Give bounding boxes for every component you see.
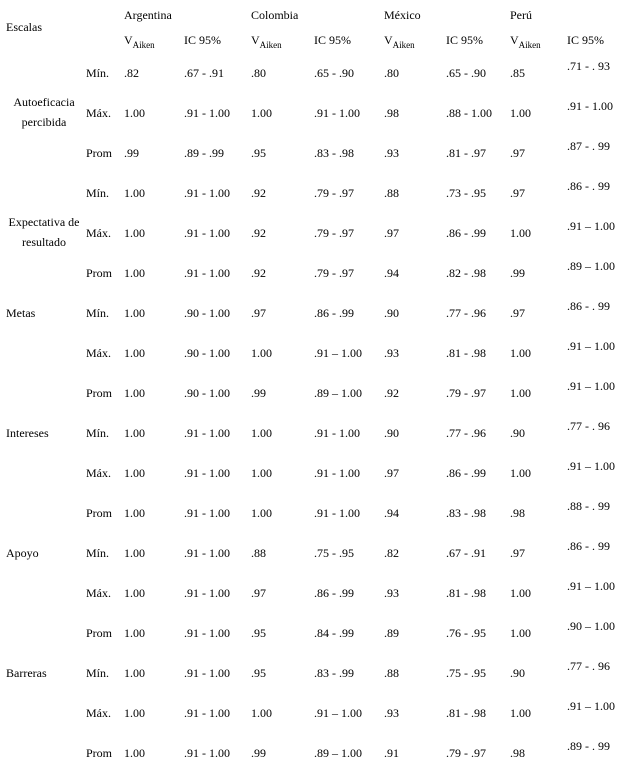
- v-aiken-value: 1.00: [124, 626, 145, 640]
- stat-label: Prom: [86, 386, 113, 400]
- v-aiken-value: .92: [251, 186, 266, 200]
- scale-label: Autoeficacia percibida: [13, 95, 75, 129]
- v-aiken-value: 1.00: [124, 746, 145, 760]
- v-aiken-value: .90: [510, 426, 525, 440]
- ci-value: .91 - 1.00: [567, 99, 613, 113]
- ci-value: .79 - .97: [446, 386, 486, 400]
- ci-value: .91 - 1.00: [184, 466, 230, 480]
- v-aiken-value: 1.00: [510, 586, 531, 600]
- country-header-mexico: México: [384, 8, 421, 22]
- v-aiken-value: .97: [251, 306, 266, 320]
- v-aiken-value: .89: [384, 626, 399, 640]
- ci-value: .82 - .98: [446, 266, 486, 280]
- ci-value: .90 – 1.00: [567, 619, 615, 633]
- v-aiken-value: 1.00: [251, 426, 272, 440]
- v-aiken-value: 1.00: [251, 466, 272, 480]
- v-aiken-value: 1.00: [124, 506, 145, 520]
- v-aiken-value: .93: [384, 586, 399, 600]
- v-aiken-value: 1.00: [510, 226, 531, 240]
- v-aiken-value: .94: [384, 266, 399, 280]
- ci-value: .90 - 1.00: [184, 386, 230, 400]
- ci-value: .77 - . 96: [567, 659, 610, 673]
- v-aiken-value: 1.00: [251, 106, 272, 120]
- country-header-colombia: Colombia: [251, 8, 299, 22]
- ci-value: .91 - 1.00: [184, 266, 230, 280]
- ci-value: .81 - .97: [446, 146, 486, 160]
- ci-value: .77 - . 96: [567, 419, 610, 433]
- stat-label: Prom: [86, 506, 113, 520]
- ci-value: .65 - .90: [446, 66, 486, 80]
- v-aiken-value: .97: [510, 186, 525, 200]
- v-aiken-value: 1.00: [510, 706, 531, 720]
- v-aiken-value: 1.00: [510, 626, 531, 640]
- ci-value: .91 – 1.00: [567, 699, 615, 713]
- ci-value: .86 - . 99: [567, 299, 610, 313]
- v-aiken-value: .88: [384, 186, 399, 200]
- v-aiken-header: $V_{Aiken}$: [510, 33, 541, 50]
- country-header-peru: Perú: [510, 8, 532, 22]
- ci-value: .91 - 1.00: [184, 626, 230, 640]
- ci-value: .91 - 1.00: [184, 506, 230, 520]
- ci-value: .65 - .90: [314, 66, 354, 80]
- v-aiken-value: 1.00: [124, 346, 145, 360]
- ci-value: .76 - .95: [446, 626, 486, 640]
- v-aiken-value: .97: [510, 146, 525, 160]
- ci-header: IC 95%: [567, 33, 604, 47]
- ci-value: .83 - .98: [446, 506, 486, 520]
- ci-header: IC 95%: [446, 33, 483, 47]
- ci-value: .91 - 1.00: [184, 226, 230, 240]
- v-aiken-value: 1.00: [124, 386, 145, 400]
- stat-label: Mín.: [86, 186, 110, 200]
- scales-header: Escalas: [6, 20, 42, 34]
- v-aiken-value: 1.00: [124, 226, 145, 240]
- v-aiken-value: .85: [510, 66, 525, 80]
- ci-header: IC 95%: [184, 33, 221, 47]
- v-aiken-value: 1.00: [124, 666, 145, 680]
- v-aiken-value: .92: [251, 266, 266, 280]
- ci-value: .89 - .99: [184, 146, 224, 160]
- v-aiken-value: .90: [384, 426, 399, 440]
- v-aiken-value: 1.00: [124, 586, 145, 600]
- stat-label: Mín.: [86, 306, 110, 320]
- v-aiken-value: 1.00: [124, 266, 145, 280]
- ci-value: .88 - 1.00: [446, 106, 492, 120]
- scale-label: Barreras: [6, 666, 47, 680]
- stat-label: Máx.: [86, 226, 111, 240]
- v-aiken-header: $V_{Aiken}$: [124, 33, 155, 50]
- ci-value: .91 - 1.00: [314, 426, 360, 440]
- stat-label: Prom: [86, 746, 113, 760]
- ci-value: .89 - . 99: [567, 739, 610, 753]
- scale-label: Intereses: [6, 426, 49, 440]
- v-aiken-value: 1.00: [124, 426, 145, 440]
- ci-value: .75 - .95: [446, 666, 486, 680]
- ci-value: .91 - 1.00: [314, 466, 360, 480]
- scale-label: Expectativa de resultado: [8, 215, 80, 249]
- v-aiken-value: .80: [384, 66, 399, 80]
- v-aiken-value: .82: [124, 66, 139, 80]
- ci-value: .77 - .96: [446, 426, 486, 440]
- ci-value: .67 - .91: [184, 66, 224, 80]
- ci-value: .90 - 1.00: [184, 346, 230, 360]
- ci-value: .86 - .99: [446, 226, 486, 240]
- ci-value: .89 – 1.00: [567, 259, 615, 273]
- ci-value: .79 - .97: [314, 226, 354, 240]
- ci-value: .79 - .97: [314, 186, 354, 200]
- ci-value: .91 - 1.00: [184, 106, 230, 120]
- ci-value: .91 – 1.00: [567, 579, 615, 593]
- ci-value: .86 - .99: [314, 306, 354, 320]
- ci-value: .91 - 1.00: [184, 706, 230, 720]
- v-aiken-value: .90: [384, 306, 399, 320]
- v-aiken-value: .93: [384, 706, 399, 720]
- v-aiken-value: .92: [384, 386, 399, 400]
- ci-value: .91 - 1.00: [184, 546, 230, 560]
- v-aiken-value: .93: [384, 346, 399, 360]
- v-aiken-value: .88: [384, 666, 399, 680]
- ci-value: .73 - .95: [446, 186, 486, 200]
- v-aiken-value: 1.00: [510, 466, 531, 480]
- ci-value: .91 - 1.00: [184, 186, 230, 200]
- ci-value: .71 - . 93: [567, 59, 610, 73]
- ci-value: .77 - .96: [446, 306, 486, 320]
- v-aiken-value: 1.00: [124, 186, 145, 200]
- v-aiken-value: 1.00: [251, 346, 272, 360]
- ci-value: .87 - . 99: [567, 139, 610, 153]
- ci-value: .75 - .95: [314, 546, 354, 560]
- ci-value: .88 - . 99: [567, 499, 610, 513]
- ci-value: .91 – 1.00: [314, 346, 362, 360]
- ci-value: .91 – 1.00: [567, 459, 615, 473]
- v-aiken-value: .95: [251, 666, 266, 680]
- v-aiken-value: .88: [251, 546, 266, 560]
- v-aiken-value: .95: [251, 146, 266, 160]
- v-aiken-value: .91: [384, 746, 399, 760]
- v-aiken-value: .97: [510, 306, 525, 320]
- ci-value: .91 – 1.00: [567, 339, 615, 353]
- v-aiken-value: 1.00: [124, 546, 145, 560]
- v-aiken-value: 1.00: [510, 346, 531, 360]
- v-aiken-value: .90: [510, 666, 525, 680]
- ci-value: .86 - .99: [446, 466, 486, 480]
- stat-label: Máx.: [86, 346, 111, 360]
- v-aiken-value: .97: [384, 466, 399, 480]
- v-aiken-value: .97: [251, 586, 266, 600]
- v-aiken-value: 1.00: [124, 706, 145, 720]
- ci-value: .84 - .99: [314, 626, 354, 640]
- v-aiken-value: .99: [251, 386, 266, 400]
- v-aiken-header: $V_{Aiken}$: [251, 33, 282, 50]
- v-aiken-value: .98: [510, 506, 525, 520]
- v-aiken-value: .80: [251, 66, 266, 80]
- stat-label: Mín.: [86, 66, 110, 80]
- v-aiken-value: 1.00: [251, 706, 272, 720]
- ci-value: .91 - 1.00: [314, 506, 360, 520]
- ci-value: .91 - 1.00: [184, 666, 230, 680]
- ci-value: .91 – 1.00: [314, 706, 362, 720]
- ci-value: .91 – 1.00: [567, 219, 615, 233]
- v-aiken-value: .94: [384, 506, 399, 520]
- ci-value: .86 - .99: [314, 586, 354, 600]
- v-aiken-value: .97: [510, 546, 525, 560]
- v-aiken-value: .98: [510, 746, 525, 760]
- ci-value: .91 - 1.00: [184, 746, 230, 760]
- v-aiken-value: .92: [251, 226, 266, 240]
- ci-value: .67 - .91: [446, 546, 486, 560]
- v-aiken-value: 1.00: [124, 306, 145, 320]
- ci-value: .90 - 1.00: [184, 306, 230, 320]
- ci-value: .89 – 1.00: [314, 746, 362, 760]
- ci-value: .83 - .98: [314, 146, 354, 160]
- v-aiken-value: 1.00: [510, 386, 531, 400]
- ci-value: .91 – 1.00: [567, 379, 615, 393]
- stat-label: Prom: [86, 266, 113, 280]
- ci-value: .86 - . 99: [567, 539, 610, 553]
- ci-value: .79 - .97: [446, 746, 486, 760]
- ci-value: .91 - 1.00: [314, 106, 360, 120]
- v-aiken-value: .82: [384, 546, 399, 560]
- ci-header: IC 95%: [314, 33, 351, 47]
- v-aiken-header: $V_{Aiken}$: [384, 33, 415, 50]
- v-aiken-value: .97: [384, 226, 399, 240]
- stat-label: Mín.: [86, 666, 110, 680]
- v-aiken-value: .99: [124, 146, 139, 160]
- ci-value: .86 - . 99: [567, 179, 610, 193]
- stat-label: Máx.: [86, 466, 111, 480]
- v-aiken-value: .98: [384, 106, 399, 120]
- v-aiken-value: 1.00: [251, 506, 272, 520]
- v-aiken-value: .95: [251, 626, 266, 640]
- ci-value: .91 - 1.00: [184, 426, 230, 440]
- stat-label: Prom: [86, 626, 113, 640]
- v-aiken-value: .99: [251, 746, 266, 760]
- ci-value: .91 - 1.00: [184, 586, 230, 600]
- ci-value: .79 - .97: [314, 266, 354, 280]
- v-aiken-value: .93: [384, 146, 399, 160]
- scale-label: Metas: [6, 306, 36, 320]
- stat-label: Máx.: [86, 106, 111, 120]
- ci-value: .81 - .98: [446, 346, 486, 360]
- stat-label: Prom: [86, 146, 113, 160]
- v-aiken-value: 1.00: [124, 106, 145, 120]
- stat-label: Mín.: [86, 546, 110, 560]
- ci-value: .81 - .98: [446, 586, 486, 600]
- country-header-argentina: Argentina: [124, 8, 172, 22]
- v-aiken-value: .99: [510, 266, 525, 280]
- ci-value: .81 - .98: [446, 706, 486, 720]
- stat-label: Máx.: [86, 586, 111, 600]
- stat-label: Mín.: [86, 426, 110, 440]
- ci-value: .83 - .99: [314, 666, 354, 680]
- scale-label: Apoyo: [6, 546, 39, 560]
- v-aiken-value: 1.00: [510, 106, 531, 120]
- v-aiken-value: 1.00: [124, 466, 145, 480]
- stat-label: Máx.: [86, 706, 111, 720]
- ci-value: .89 – 1.00: [314, 386, 362, 400]
